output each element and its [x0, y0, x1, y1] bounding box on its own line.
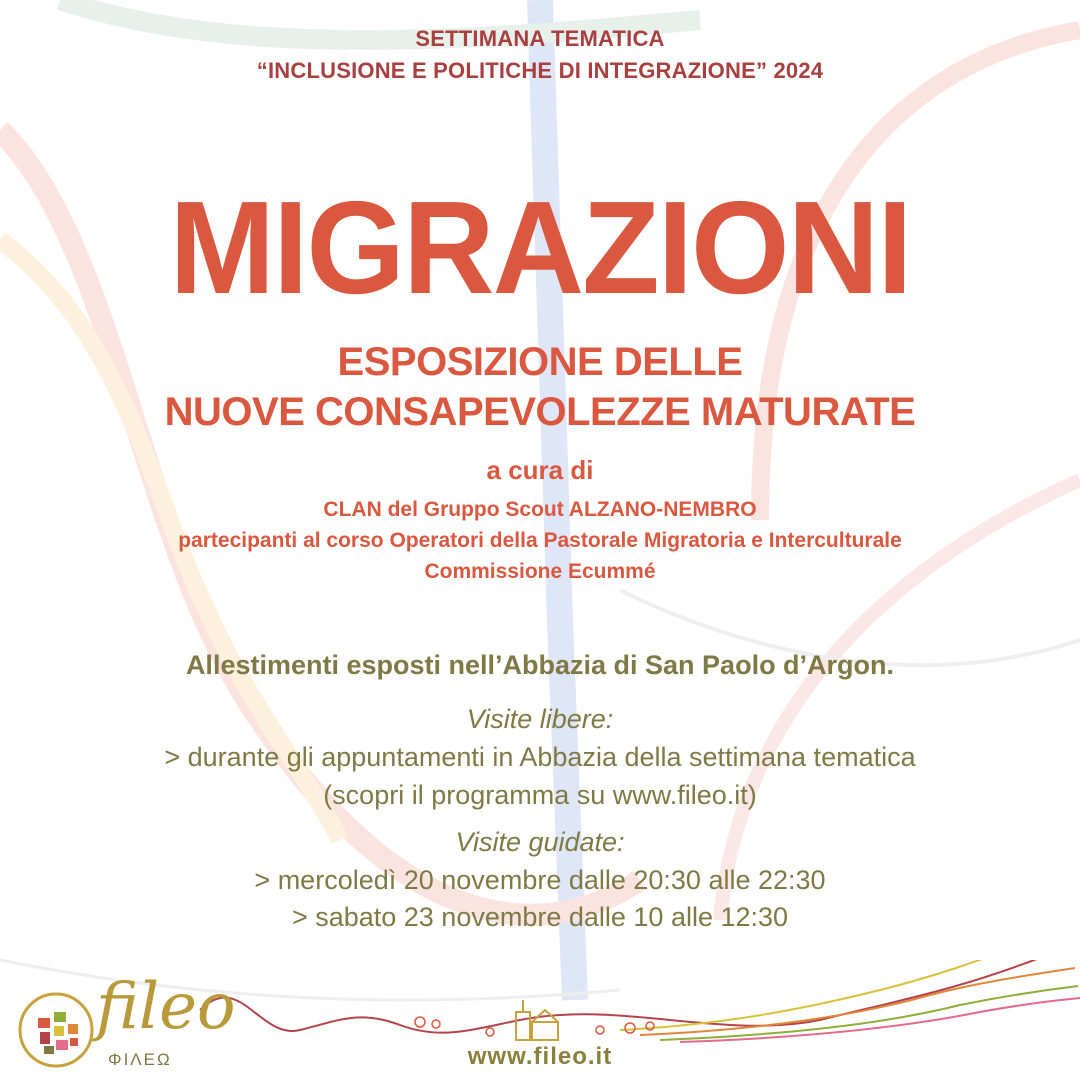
guided-visits-line-2: > sabato 23 novembre dalle 10 alle 12:30 [291, 902, 789, 932]
wave-green [660, 986, 1078, 1040]
subtitle-line-1: ESPOSIZIONE DELLE [337, 340, 743, 384]
guided-visits-heading: Visite guidate: [455, 827, 625, 857]
free-visits-heading: Visite libere: [466, 704, 614, 734]
website-link[interactable]: www.fileo.it [467, 1043, 613, 1070]
venue-text: Allestimenti esposti nell’Abbazia di San Paolo d’Argon. [185, 650, 895, 680]
curated-by-label: a cura di [486, 455, 594, 485]
guided-visits-line-1: > mercoledì 20 novembre dalle 20:30 alle 22:30 [254, 865, 826, 895]
curator-line-3: Commissione Ecummé [424, 560, 656, 583]
subtitle-line-2: NUOVE CONSAPEVOLEZZE MATURATE [164, 390, 916, 434]
free-visits-line-2: (scopri il programma su www.fileo.it) [323, 780, 757, 810]
fileo-logo-subtitle: ΦΙΛΕΩ [108, 1050, 172, 1069]
curator-line-2: partecipanti al corso Operatori della Pastorale Migratoria e Interculturale [178, 529, 902, 552]
free-visits-line-1: > durante gli appuntamenti in Abbazia della settimana tematica [164, 742, 916, 772]
wave-red [200, 960, 1060, 1033]
event-week-theme: “INCLUSIONE E POLITICHE DI INTEGRAZIONE” 2024 [256, 58, 824, 83]
wave-orange [640, 968, 1075, 1035]
event-week-label: SETTIMANA TEMATICA [415, 26, 665, 51]
page-title: MIGRAZIONI [169, 174, 911, 321]
fileo-logo-wordmark: fileo [96, 970, 236, 1044]
curator-line-1: CLAN del Gruppo Scout ALZANO-NEMBRO [323, 498, 757, 521]
